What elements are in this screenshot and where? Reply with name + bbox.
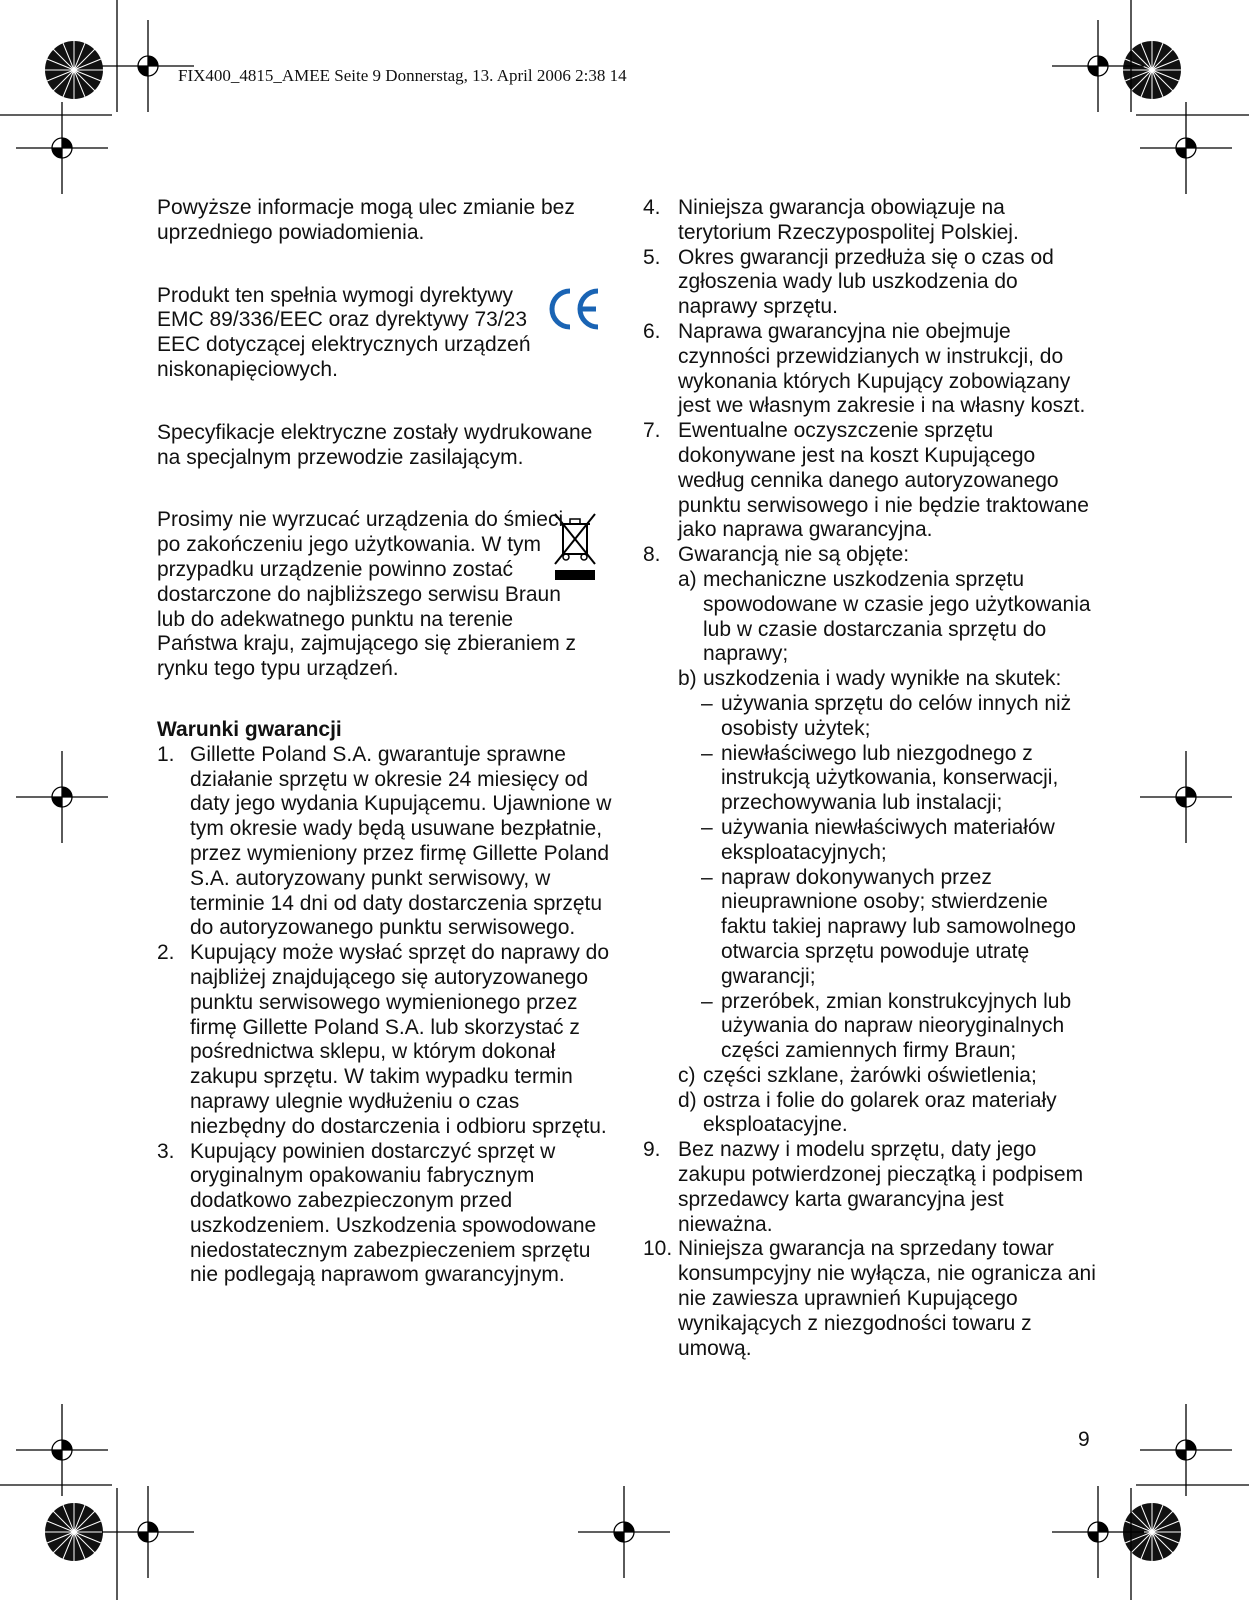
- dash-text: używania niewłaściwych materiałów eksploatacyjnych;: [721, 815, 1055, 864]
- item-number: 10.: [643, 1237, 673, 1261]
- item-number: 9.: [643, 1138, 661, 1162]
- sub-item: [643, 1064, 1098, 1089]
- warranty-item: [157, 941, 612, 1139]
- item-text: Gillette Poland S.A. gwarantuje sprawne działanie sprzętu w okresie 24 miesięcy od daty jego wydania Kupującemu. Ujawnione w tym okresie wady będą usuwane bezpłatnie, przez wymieniony przez firmę Gillette Poland S.A. autoryzowany punkt serwisowy, w terminie 14 dni od daty dostarczenia sprzętu do autoryzowanego punktu serwisowego.: [190, 742, 612, 940]
- item-number: 1.: [157, 742, 175, 766]
- disposal-paragraph: Prosimy nie wyrzucać urządzenia do śmieci po zakończeniu jego użytkowania. W tym przypadku urządzenie powinno zostać dostarczone do najbliższego serwisu Braun lub do adekwatnego punktu na terenie Państwa kraju, zajmującego się zbieraniem z rynku tego typu urządzeń.: [157, 508, 577, 681]
- print-header: FIX400_4815_AMEE Seite 9 Donnerstag, 13. April 2006 2:38 14: [178, 66, 627, 85]
- item-text: Niniejsza gwarancja obowiązuje na terytorium Rzeczypospolitej Polskiej.: [678, 196, 1019, 244]
- dash-text: napraw dokonywanych przez nieuprawnione osoby; stwierdzenie faktu takiej naprawy lub samowolnego otwarcia sprzętu powoduje utratę gwarancji;: [721, 865, 1076, 988]
- warranty-item: [157, 1140, 612, 1289]
- dash-item: [643, 990, 1098, 1064]
- sub-item-label: c): [678, 1063, 696, 1087]
- warranty-item: [643, 320, 1098, 419]
- item-number: 8.: [643, 543, 661, 567]
- page-number: 9: [1078, 1428, 1090, 1451]
- sub-item-text: mechaniczne uszkodzenia sprzętu spowodowane w czasie jego użytkowania lub w czasie dostarczania sprzętu do naprawy;: [703, 567, 1091, 666]
- item-text: Okres gwarancji przedłuża się o czas od zgłoszenia wady lub uszkodzenia do naprawy sprzętu.: [678, 245, 1054, 319]
- sub-item: [643, 667, 1098, 692]
- dash-mark: –: [701, 741, 713, 765]
- item-number: 2.: [157, 941, 175, 965]
- warranty-item: [643, 196, 1098, 246]
- item-text: Kupujący powinien dostarczyć sprzęt w oryginalnym opakowaniu fabrycznym dodatkowo zabezpieczonym przed uszkodzeniem. Uszkodzenia spowodowane niedostatecznym zabezpieczeniem sprzętu nie podlegają naprawom gwarancyjnym.: [190, 1139, 597, 1287]
- warranty-item: [643, 543, 1098, 568]
- sub-item: [643, 568, 1098, 667]
- sub-item-label: a): [678, 567, 697, 591]
- dash-item: [643, 866, 1098, 990]
- warranty-item: [643, 246, 1098, 320]
- item-text: Gwarancją nie są objęte:: [678, 543, 910, 567]
- dash-mark: –: [701, 865, 713, 889]
- item-number: 5.: [643, 245, 661, 269]
- sub-item-text: ostrza i folie do golarek oraz materiały eksploatacyjne.: [703, 1088, 1057, 1137]
- warranty-item: [643, 1138, 1098, 1237]
- left-column: [157, 196, 612, 1288]
- warranty-item: [643, 419, 1098, 543]
- item-number: 3.: [157, 1139, 175, 1163]
- right-column: [643, 196, 1098, 1361]
- dash-item: [643, 742, 1098, 816]
- sub-item: [643, 1089, 1098, 1139]
- item-text: Niniejsza gwarancja na sprzedany towar konsumpcyjny nie wyłącza, nie ogranicza ani nie zawiesza uprawnień Kupującego wynikających z niezgodności towaru z umową.: [678, 1237, 1096, 1360]
- warranty-item: [643, 1237, 1098, 1361]
- notice-paragraph: Powyższe informacje mogą ulec zmianie bez uprzedniego powiadomienia.: [157, 196, 575, 244]
- dash-item: [643, 816, 1098, 866]
- dash-mark: –: [701, 989, 713, 1013]
- item-text: Kupujący może wysłać sprzęt do naprawy do najbliżej znajdującego się autoryzowanego punktu serwisowego wymienionego przez firmę Gillette Poland S.A. lub skorzystać z pośrednictwa sklepu, w którym dokonał zakupu sprzętu. W takim wypadku termin naprawy ulegnie wydłużeniu o czas niezbędny do dostarczenia i odbioru sprzętu.: [190, 941, 610, 1138]
- sub-item-text: części szklane, żarówki oświetlenia;: [703, 1063, 1037, 1087]
- warranty-heading: Warunki gwarancji: [157, 717, 342, 741]
- warranty-item: [157, 743, 612, 941]
- item-text: Naprawa gwarancyjna nie obejmuje czynności przewidzianych w instrukcji, do wykonania których Kupujący zobowiązany jest we własnym zakresie i na własny koszt.: [678, 319, 1086, 418]
- item-number: 7.: [643, 419, 661, 443]
- sub-item-text: uszkodzenia i wady wynikłe na skutek:: [703, 667, 1062, 691]
- item-text: Bez nazwy i modelu sprzętu, daty jego zakupu potwierdzonej pieczątką i podpisem sprzedawcy karta gwarancyjna jest nieważna.: [678, 1138, 1084, 1236]
- dash-mark: –: [701, 815, 713, 839]
- dash-text: niewłaściwego lub niezgodnego z instrukcją użytkowania, konserwacji, przechowywania lub instalacji;: [721, 741, 1059, 815]
- sub-item-label: d): [678, 1088, 697, 1112]
- ce-compliance-paragraph: Produkt ten spełnia wymogi dyrektywy EMC 89/336/EEC oraz dyrektywy 73/23 EEC dotyczącej elektrycznych urządzeń niskonapięciowych.: [157, 283, 531, 381]
- electrical-spec-paragraph: Specyfikacje elektryczne zostały wydrukowane na specjalnym przewodzie zasilającym.: [157, 420, 593, 469]
- item-text: Ewentualne oczyszczenie sprzętu dokonywane jest na koszt Kupującego według cennika danego autoryzowanego punktu serwisowego i nie będzie traktowane jako naprawa gwarancyjna.: [678, 419, 1089, 542]
- sub-item-label: b): [678, 667, 697, 691]
- dash-item: [643, 692, 1098, 742]
- dash-mark: –: [701, 691, 713, 715]
- dash-text: używania sprzętu do celów innych niż osobisty użytek;: [721, 691, 1072, 740]
- dash-text: przeróbek, zmian konstrukcyjnych lub używania do napraw nieoryginalnych części zamiennych firmy Braun;: [721, 989, 1072, 1063]
- item-number: 6.: [643, 319, 661, 343]
- item-number: 4.: [643, 196, 661, 219]
